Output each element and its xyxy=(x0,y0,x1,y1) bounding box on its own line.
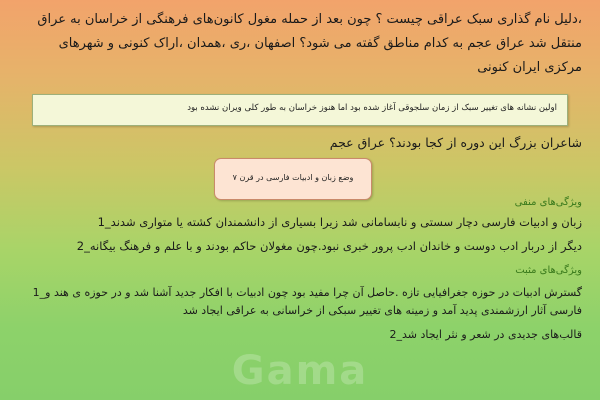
positive-feature-2: قالب‌های جدیدی در شعر و نثر ایجاد شد_2 xyxy=(389,328,582,341)
center-topic-text: وضع زبان و ادبیات فارسی در قرن ۷ xyxy=(232,173,354,182)
negative-feature-1: زبان و ادبیات فارسی دچار سستی و نابسامانی شد زیرا بسیاری از دانشمندان کشته یا متواری شدند_1 xyxy=(97,215,582,229)
watermark-logo: Gama xyxy=(231,348,369,394)
question-poets-origin: شاعران بزرگ این دوره از کجا بودند؟ عراق عجم xyxy=(329,135,582,150)
negative-feature-2: دیگر از دربار ادب دوست و خاندان ادب پرور خبری نبود.چون مغولان حاکم بودند و با علم و فرهنگ بیگانه_2 xyxy=(76,239,582,253)
positive-feature-1: گسترش ادبیات در حوزه جغرافیایی تازه .حاصل آن چرا مفید بود چون ادبیات با افکار جدید آشنا شد و در حوزه ی هند و_1 فارسی آثار ارزشمندی پدید آمد و زمینه های تغییر سبکی از خراسانی به عراقی ایجاد شد xyxy=(32,286,582,317)
question-origin-name: ،دلیل نام گذاری سبک عراقی چیست ؟ چون بعد از حمله مغول کانون‌های فرهنگی از خراسان به عراق منتقل شد عراق عجم به کدام مناطق گفته می شود؟ اصفهان ،ری ،همدان ،اراک کنونی و شهرهای مرکزی ایران کنونی xyxy=(37,12,582,75)
positive-features-heading: ویژگی‌های مثبت xyxy=(515,265,582,276)
center-topic-box xyxy=(214,158,372,200)
info-box-text: اولین نشانه های تغییر سبک از زمان سلجوقی آغاز شده بود اما هنوز خراسان به طور کلی ویران نشده بود xyxy=(187,103,557,113)
info-box xyxy=(32,94,568,126)
negative-features-heading: ویژگی‌های منفی xyxy=(514,197,582,208)
